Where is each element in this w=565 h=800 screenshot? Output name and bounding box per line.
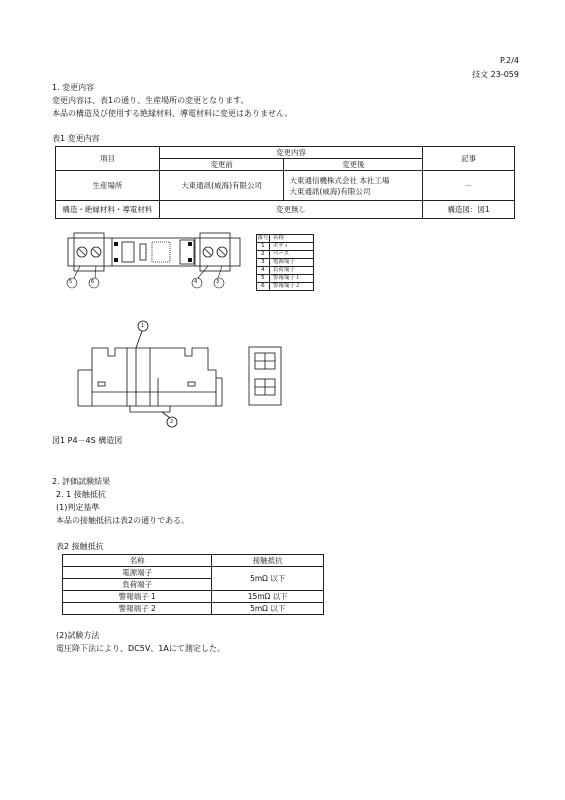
table2-caption: 表2 接触抵抗 — [56, 542, 104, 551]
callout-2: 2 — [170, 419, 174, 425]
parts-row-no: 5 — [257, 275, 270, 283]
parts-row-no: 2 — [257, 251, 270, 259]
side-view-drawing — [70, 318, 230, 433]
parts-row-no: 6 — [257, 283, 270, 291]
t2-row-value: 5mΩ 以下 — [212, 567, 324, 591]
row1-after-line2: 大東通訊(威海)有限公司 — [289, 186, 371, 196]
row1-item: 生産場所 — [56, 171, 160, 201]
t2-row-value: 15mΩ 以下 — [212, 591, 324, 603]
end-view-drawing — [247, 345, 287, 410]
section2-heading: 2. 評価試験結果 — [52, 477, 111, 486]
row1-after — [284, 171, 423, 201]
parts-row-name: 負荷端子 — [269, 267, 313, 275]
parts-row-name: ベース — [269, 251, 313, 259]
parts-header-name: 名称 — [269, 235, 313, 243]
page-number: P.2/4 — [500, 56, 519, 65]
contact-resistance-table — [62, 554, 324, 615]
parts-header-no: 番号 — [257, 235, 269, 241]
parts-row-no: 1 — [257, 243, 270, 251]
row2-note: 構造図：図1 — [423, 201, 515, 219]
t2-header-resistance: 接触抵抗 — [212, 555, 324, 567]
parts-table — [256, 234, 314, 291]
callout-5: 5 — [69, 279, 73, 285]
header-before: 変更前 — [159, 159, 284, 171]
row1-note: － — [423, 171, 515, 201]
section1-line1: 変更内容は、表1の通り、生産場所の変更となります。 — [52, 96, 249, 105]
figure1-caption: 図1 P4－4S 構造図 — [52, 436, 123, 445]
row1-after-line1: 大東通信機株式会社 本社工場 — [289, 175, 390, 185]
t2-row-name: 警報端子 2 — [63, 603, 212, 615]
row2-change: 変更無し — [159, 201, 422, 219]
t2-row-name: 電源端子 — [63, 567, 212, 579]
table1-caption: 表1 変更内容 — [52, 134, 100, 143]
callout-6: 6 — [91, 279, 95, 285]
row2-item: 構造・絶縁材料・導電材料 — [56, 201, 160, 219]
t2-header-name: 名称 — [63, 555, 212, 567]
section1-heading: 1. 変更内容 — [52, 83, 95, 92]
callout-1: 1 — [141, 323, 145, 329]
method-text: 電圧降下法により、DC5V、1Aにて測定した。 — [56, 644, 225, 653]
callout-4: 4 — [194, 279, 198, 285]
t2-row-name: 負荷端子 — [63, 579, 212, 591]
section2-sub: 2. 1 接触抵抗 — [56, 490, 106, 499]
parts-row-name: 電源端子 — [269, 259, 313, 267]
criteria-heading: (1)判定基準 — [56, 503, 100, 512]
section1-line2: 本品の構造及び使用する絶縁材料、導電材料に変更はありません。 — [52, 109, 293, 118]
parts-row-name: 警報端子２ — [269, 283, 313, 291]
header-after: 変更後 — [284, 159, 423, 171]
change-table — [55, 146, 515, 219]
callout-3: 3 — [216, 279, 220, 285]
parts-row-name: ボディ — [269, 243, 313, 251]
t2-row-name: 警報端子 1 — [63, 591, 212, 603]
header-item: 項目 — [56, 147, 160, 171]
top-view-callouts — [60, 270, 240, 300]
criteria-text: 本品の接触抵抗は表2の通りである。 — [56, 516, 190, 525]
parts-row-no: 3 — [257, 259, 270, 267]
method-heading: (2)試験方法 — [56, 631, 100, 640]
parts-row-no: 4 — [257, 267, 270, 275]
header-note: 記事 — [423, 147, 515, 171]
header-change: 変更内容 — [159, 147, 422, 159]
t2-row-value: 5mΩ 以下 — [212, 603, 324, 615]
document-number: 技文 23-059 — [472, 70, 519, 79]
row1-before: 大東通訊(威海)有限公司 — [159, 171, 284, 201]
parts-row-name: 警報端子１ — [269, 275, 313, 283]
